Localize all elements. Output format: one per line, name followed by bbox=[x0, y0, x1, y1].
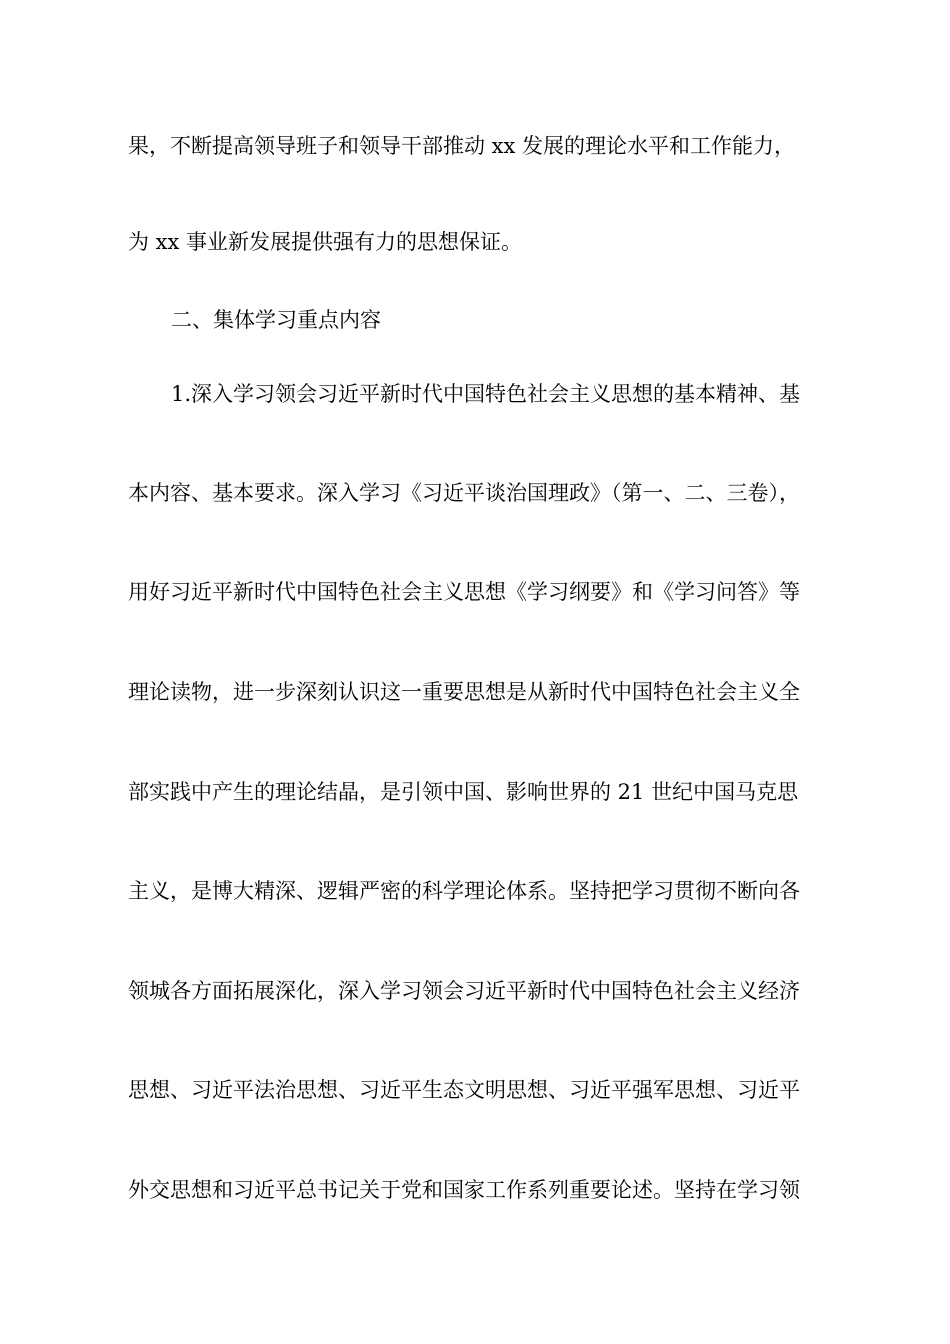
body-text-line: 果，不断提高领导班子和领导干部推动 xx 发展的理论水平和工作能力， bbox=[128, 134, 796, 158]
body-text-line: 本内容、基本要求。深入学习《习近平谈治国理政》（第一、二、三卷）， bbox=[128, 481, 800, 505]
body-text-line: 1.深入学习领会习近平新时代中国特色社会主义思想的基本精神、基 bbox=[171, 382, 801, 406]
body-text-line: 部实践中产生的理论结晶，是引领中国、影响世界的 21 世纪中国马克思 bbox=[128, 780, 799, 804]
body-text-line: 理论读物，进一步深刻认识这一重要思想是从新时代中国特色社会主义全 bbox=[128, 680, 800, 704]
body-text-line: 主义，是博大精深、逻辑严密的科学理论体系。坚持把学习贯彻不断向各 bbox=[128, 879, 800, 903]
body-text-line: 为 xx 事业新发展提供强有力的思想保证。 bbox=[128, 230, 523, 254]
body-text-line: 外交思想和习近平总书记关于党和国家工作系列重要论述。坚持在学习领 bbox=[128, 1178, 800, 1202]
body-text-line: 用好习近平新时代中国特色社会主义思想《学习纲要》和《学习问答》等 bbox=[128, 580, 800, 604]
section-heading: 二、集体学习重点内容 bbox=[171, 308, 381, 332]
body-text-line: 思想、习近平法治思想、习近平生态文明思想、习近平强军思想、习近平 bbox=[128, 1078, 800, 1102]
body-text-line: 领城各方面拓展深化，深入学习领会习近平新时代中国特色社会主义经济 bbox=[128, 979, 800, 1003]
